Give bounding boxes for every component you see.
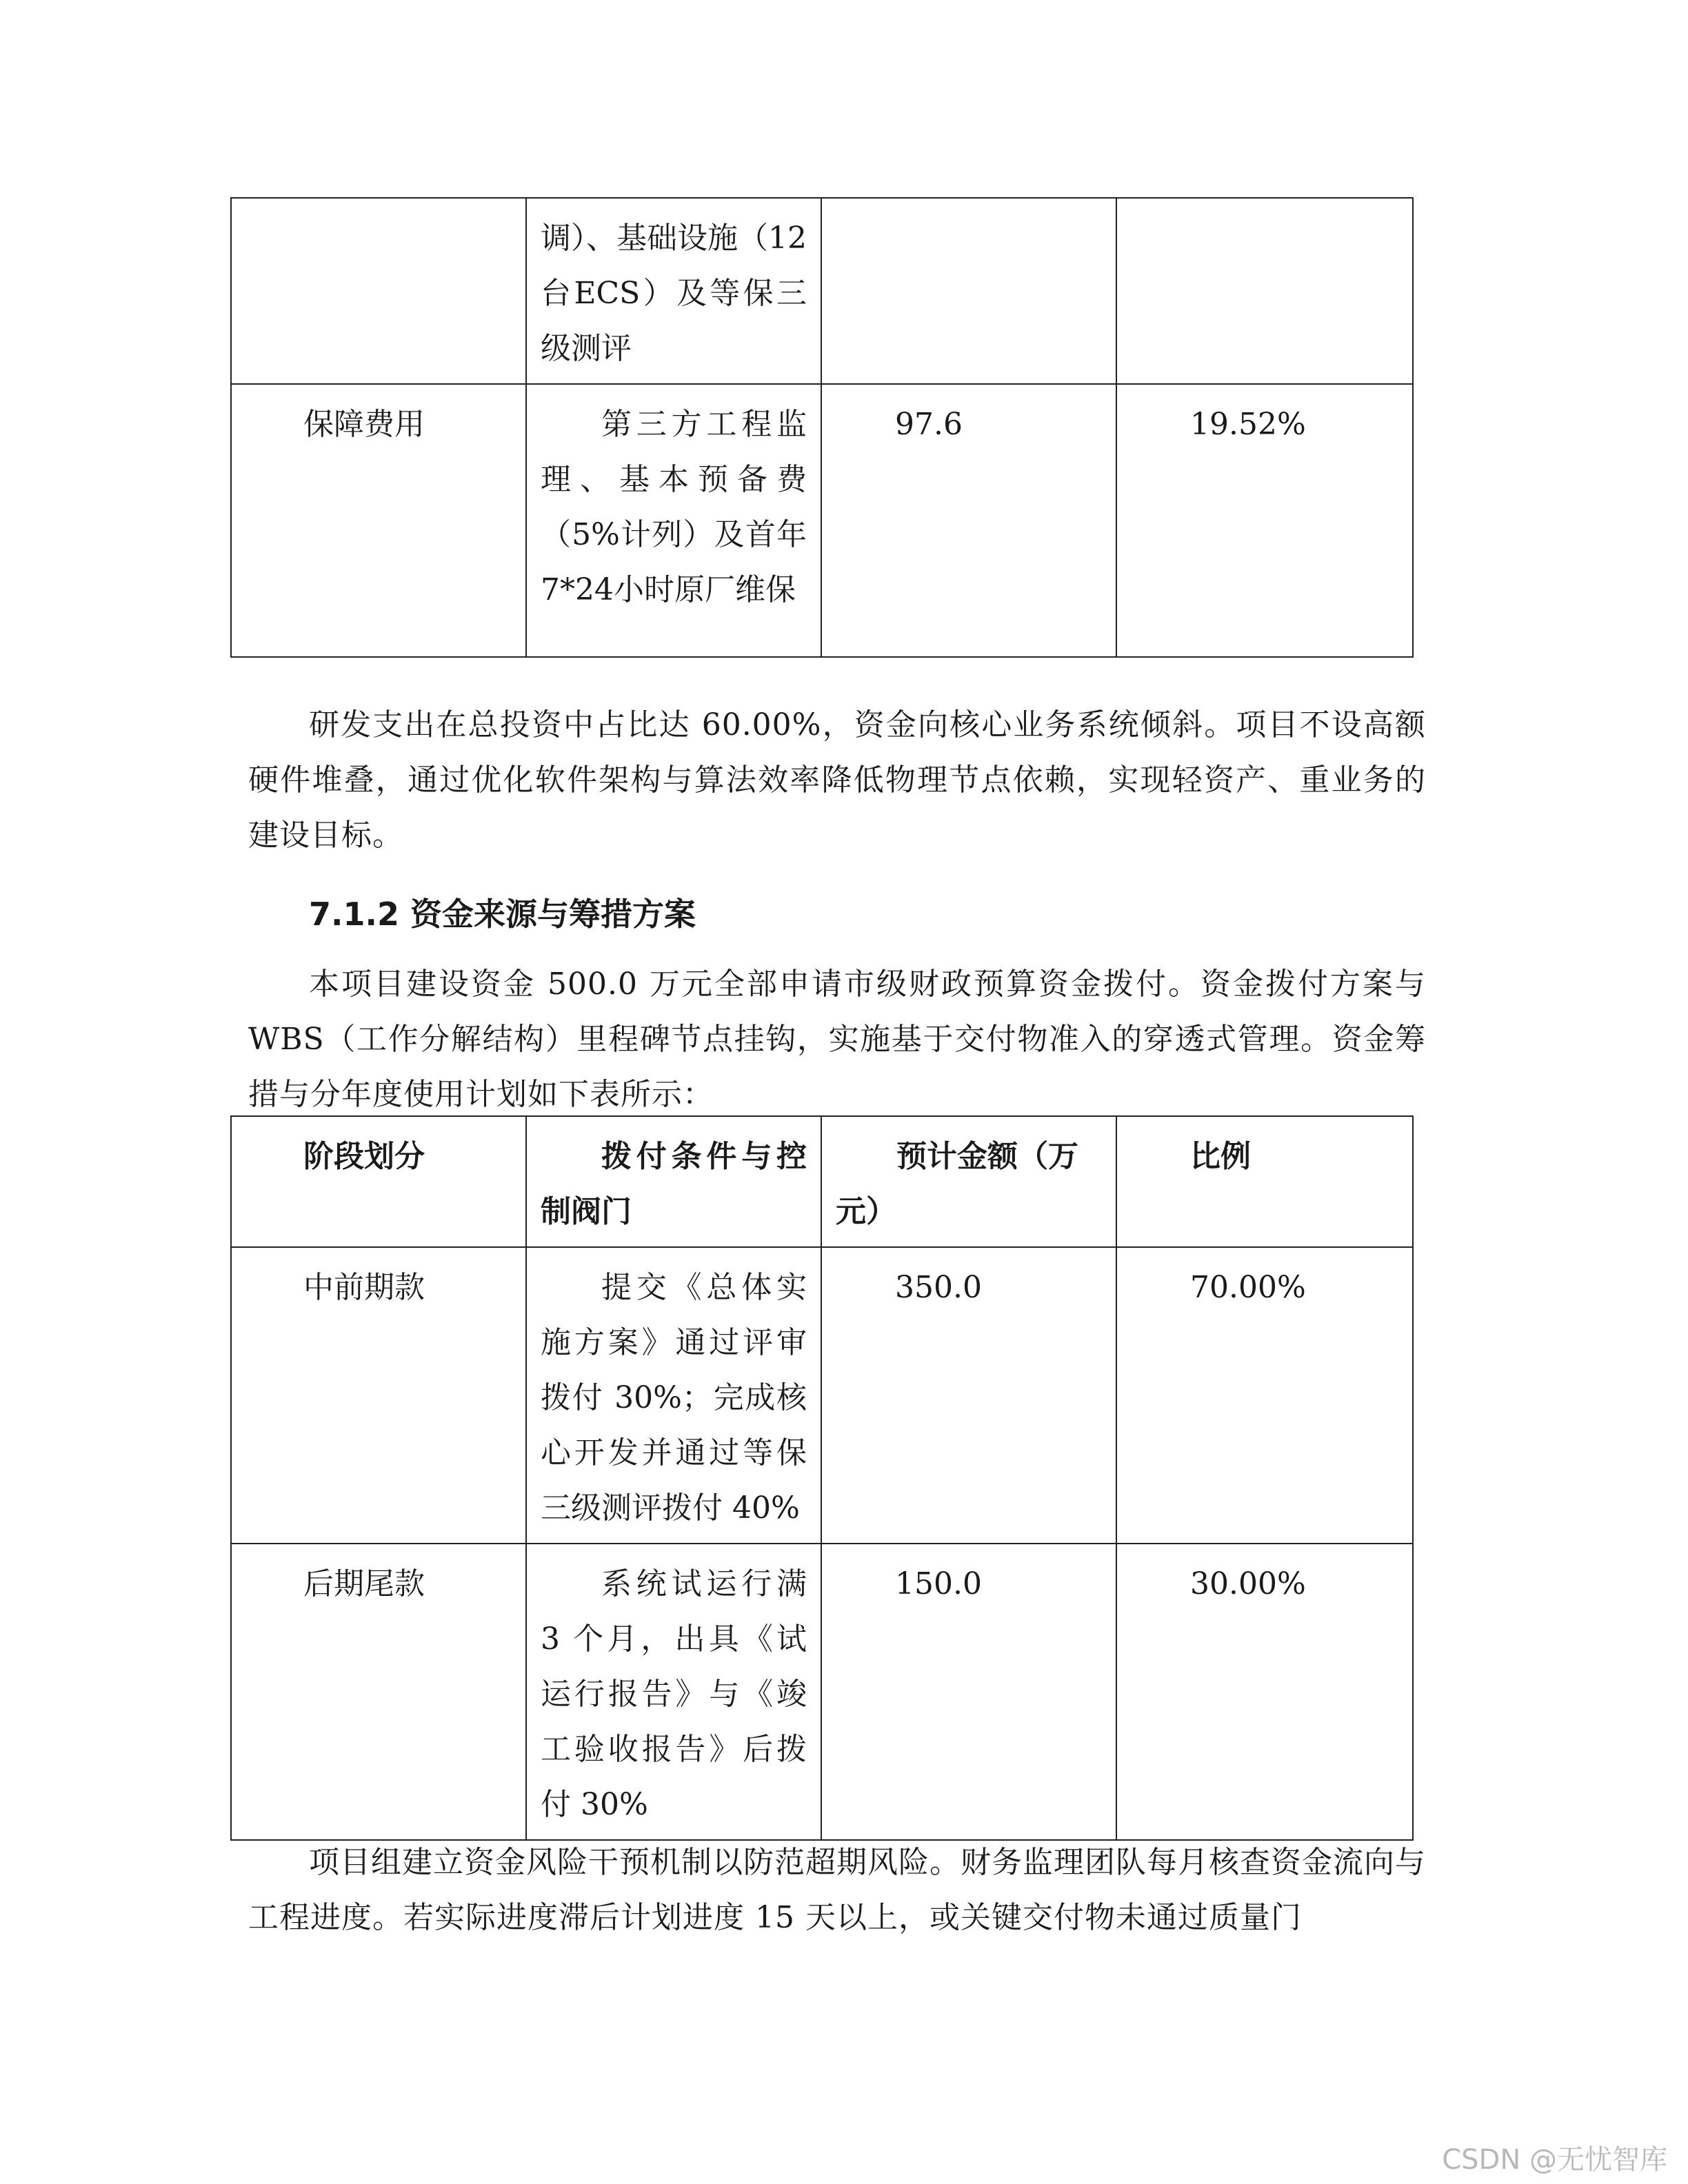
- table-row: [231, 198, 1413, 384]
- table-header-row: [231, 1116, 1413, 1247]
- table-cell-ratio: 30.00%: [1116, 1544, 1413, 1840]
- budget-table-continued: [230, 197, 1414, 658]
- table-cell-condition: 提交《总体实施方案》通过评审拨付 30%；完成核心开发并通过等保三级测评拨付 40%: [526, 1247, 821, 1544]
- header-condition: 拨付条件与控制阀门: [526, 1116, 821, 1247]
- section-heading: 7.1.2 资金来源与筹措方案: [309, 896, 696, 933]
- header-ratio: 比例: [1116, 1116, 1413, 1247]
- table-cell-amount: 97.6: [821, 384, 1116, 657]
- paragraph-funding-source: 本项目建设资金 500.0 万元全部申请市级财政预算资金拨付。资金拨付方案与 WBS（工作分解结构）里程碑节点挂钩，实施基于交付物准入的穿透式管理。资金筹措与分年度使用计划如下表所示：: [248, 967, 1426, 1112]
- watermark: CSDN @无忧智库: [1442, 2144, 1667, 2176]
- table-cell-ratio: [1116, 198, 1413, 384]
- table-row: [231, 1247, 1413, 1544]
- table-cell-ratio: 70.00%: [1116, 1247, 1413, 1544]
- funding-plan-table: [230, 1115, 1414, 1841]
- table-cell-amount: [821, 198, 1116, 384]
- table-row: [231, 384, 1413, 657]
- table-cell-stage: 后期尾款: [231, 1544, 526, 1840]
- paragraph-rd-expense: 研发支出在总投资中占比达 60.00%，资金向核心业务系统倾斜。项目不设高额硬件堆叠，通过优化软件架构与算法效率降低物理节点依赖，实现轻资产、重业务的建设目标。: [248, 707, 1426, 853]
- table-cell-stage: 中前期款: [231, 1247, 526, 1544]
- table-cell-stage: [231, 198, 526, 384]
- table-cell-condition: 第三方工程监理、基本预备费（5%计列）及首年7*24小时原厂维保: [526, 384, 821, 657]
- table-cell-stage: 保障费用: [231, 384, 526, 657]
- table-cell-condition: 调）、基础设施（12台ECS）及等保三级测评: [526, 198, 821, 384]
- table-cell-amount: 350.0: [821, 1247, 1116, 1544]
- header-amount: 预计金额（万元）: [821, 1116, 1116, 1247]
- table-cell-ratio: 19.52%: [1116, 384, 1413, 657]
- header-stage: 阶段划分: [231, 1116, 526, 1247]
- paragraph-risk-control: 项目组建立资金风险干预机制以防范超期风险。财务监理团队每月核查资金流向与工程进度。若实际进度滞后计划进度 15 天以上，或关键交付物未通过质量门: [248, 1845, 1426, 1935]
- table-cell-amount: 150.0: [821, 1544, 1116, 1840]
- table-cell-condition: 系统试运行满 3 个月，出具《试运行报告》与《竣工验收报告》后拨付 30%: [526, 1544, 821, 1840]
- table-row: [231, 1544, 1413, 1840]
